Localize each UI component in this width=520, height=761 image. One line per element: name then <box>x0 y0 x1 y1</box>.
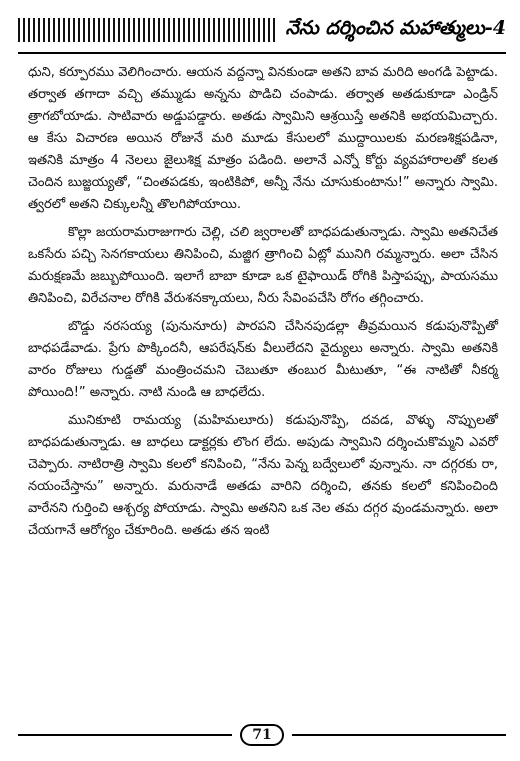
paragraph-1: ధుని, కర్పూరము వెలిగించారు. ఆయన వద్దన్నా వినకుండా అతని బావ మరిది అంగడి పెట్టాడు. తర్వాత తగాదా వచ్చి తమ్ముడు అన్నను పొడిచి చంపాడు. తర్వాత అతడుకూడా ఎండ్రిన్ త్రాగబోయాడు. సాటివారు అడ్డుపడ్డారు. అతడు స్వామిని ఆశ్రయిస్తే అతనికి అభయమిచ్చారు. ఆ కేసు విచారణ అయిన రోజునే మరి మూడు కేసులలో ముద్దాయిలకు మరణశిక్షపడినా, ఇతనికి మాత్రం 4 నెలలు జైలుశిక్ష మాత్రం పడింది. అలానే ఎన్నో కోర్టు వ్యవహారాలతో కలత చెందిన బుజ్జయ్యతో, “చింతపడకు, ఇంటికిపో, అన్నీ నేను చూసుకుంటాను!” అన్నారు స్వామి. త్వరలో అతని చిక్కులన్నీ తొలగిపోయాయి. <box>28 65 498 212</box>
header-rule <box>18 52 506 54</box>
footer-rule-left <box>18 734 232 736</box>
book-title: నేను దర్శించిన మహాత్ములు-4 <box>285 16 506 39</box>
footer-rule-right <box>292 734 506 736</box>
page-body <box>28 62 498 717</box>
page-number: 71 <box>240 724 283 746</box>
paragraph-4: మునికూటి రామయ్య (మహిమలూరు) కడుపునొప్పి, దవడ, వొళ్ళు నొప్పులతో బాధపడుతున్నాడు. ఆ బాధలు డాక్టర్లకు లొంగ లేదు. అపుడు స్వామిని దర్శించుకొమ్మని ఎవరో చెప్పారు. నాటిరాత్రి స్వామి కలలో కనిపించి, “నేను పెన్న బద్వేలులో వున్నాను. నా దగ్గరకు రా, నయంచేస్తాను” అన్నారు. మరునాడే అతడు వారిని దర్శించి, తనకు కలలో కనిపించింది వారేనని గుర్తించి ఆశ్చర్య పోయాడు. స్వామి అతనిని ఒక నెల తమ దగ్గర వుండమన్నారు. అలా చేయగానే ఆరోగ్యం చేకూరింది. అతడు తన ఇంటి <box>28 413 498 538</box>
page-header <box>18 10 506 50</box>
page-footer <box>18 723 506 747</box>
paragraph-2: కొల్లా జయరామరాజుగారు చెల్లి, చలి జ్వరాలతో బాధపడుతున్నాడు. స్వామి అతనిచేత ఒకసేరు పచ్చి సెనగకాయలు తినిపించి, మజ్జిగ త్రాగించి ఏట్లో మునిగి రమ్మన్నారు. అలా చేసిన మరుక్షణమే జబ్బుపోయింది. ఇలాగే బాబా కూడా ఒక టైఫాయిడ్ రోగికి పిస్తాపప్పు, పాయసము తినిపించి, విరేచనాల రోగికి వేరుశనక్కాయలు, నీరు సేవింపచేసి రోగం తగ్గించారు. <box>28 225 498 306</box>
paragraph-3: బొడ్డు నరసయ్య (పునునూరు) పారపని చేసినపుడల్లా తీవ్రమయిన కడుపునొప్పితో బాధపడేవాడు. ప్రేగు పొక్కిందనీ, ఆపరేషన్‌కు వీలులేదని వైద్యులు అన్నారు. స్వామి అతనికి వారం రోజులు గుడ్డతో మంత్రించమని చెబుతూ తంబుర మీటుతూ, “ఈ నాటితో నీకర్మ పోయింది!” అన్నారు. నాటి నుండి ఆ బాధలేదు. <box>28 319 498 400</box>
header-stripe-decoration <box>18 18 276 42</box>
